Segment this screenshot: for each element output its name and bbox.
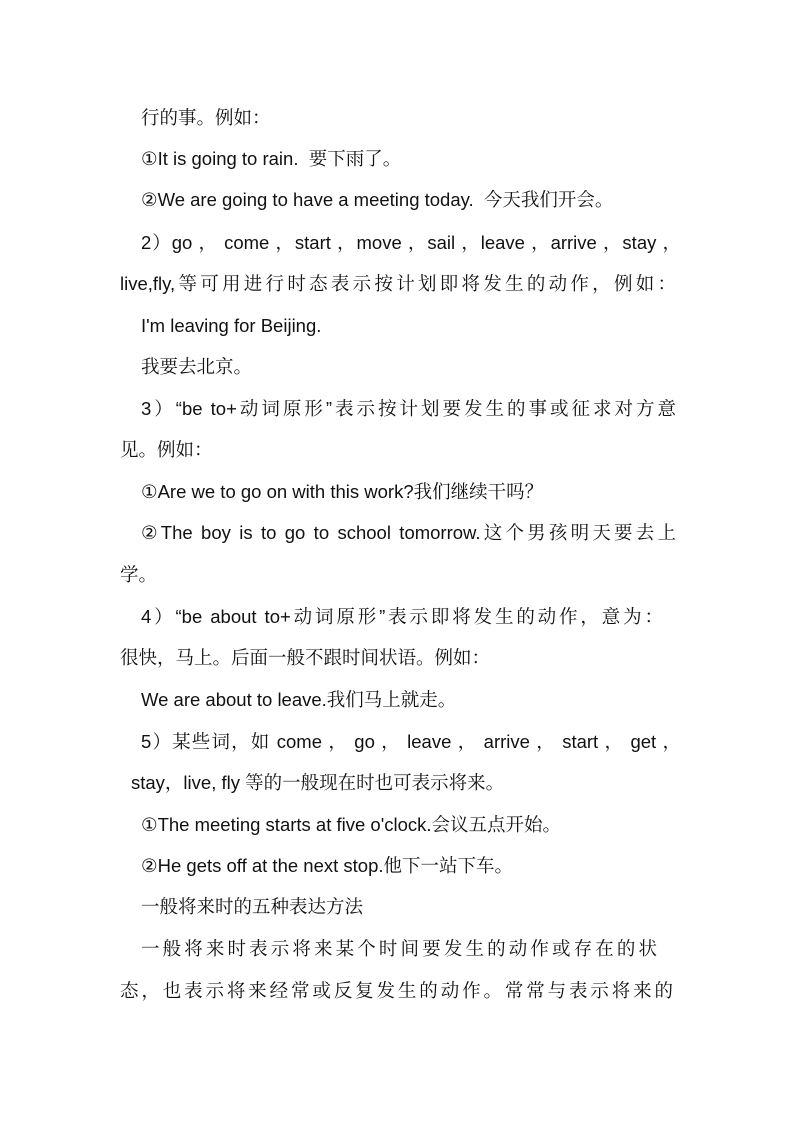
example-line: ②He gets off at the next stop.他下一站下车。	[141, 855, 513, 876]
text-line: 行的事。例如：	[141, 107, 271, 128]
text-line: 2）go ， come ，start ，move ，sail ，leave ，arrive ，stay ，	[141, 232, 681, 253]
example-line: ①It is going to rain. 要下雨了。	[141, 148, 402, 169]
text-line: 态，也表示将来经常或反复发生的动作。常常与表示将来的	[120, 980, 673, 1001]
text-line: stay，live, fly 等的一般现在时也可表示将来。	[131, 772, 505, 793]
text-line: 4）“be about to+动词原形”表示即将发生的动作，意为：	[141, 606, 663, 627]
example-line: 我要去北京。	[141, 356, 253, 377]
text-line: 很快，马上。后面一般不跟时间状语。例如：	[120, 647, 491, 668]
text-line: 见。例如：	[120, 439, 213, 460]
text-line: 5）某些词，如 come ， go ， leave ， arrive ， start ， get ，	[141, 731, 681, 752]
example-line: We are about to leave.我们马上就走。	[141, 689, 457, 710]
text-line: 3）“be to+动词原形”表示按计划要发生的事或征求对方意	[141, 398, 676, 419]
example-line: ②The boy is to go to school tomorrow.这个男孩明天要去上	[141, 522, 676, 543]
example-line: ①The meeting starts at five o'clock.会议五点开始。	[141, 814, 562, 835]
example-line: ②We are going to have a meeting today. 今天我们开会。	[141, 189, 614, 210]
example-line: I'm leaving for Beijing.	[141, 315, 322, 336]
text-line: live,fly,等可用进行时态表示按计划即将发生的动作，例如：	[120, 273, 676, 294]
text-line: 一般将来时表示将来某个时间要发生的动作或存在的状	[141, 938, 657, 959]
example-line: ①Are we to go on with this work?我们继续干吗？	[141, 481, 544, 502]
section-heading: 一般将来时的五种表达方法	[141, 896, 364, 917]
text-line: 学。	[120, 564, 158, 585]
